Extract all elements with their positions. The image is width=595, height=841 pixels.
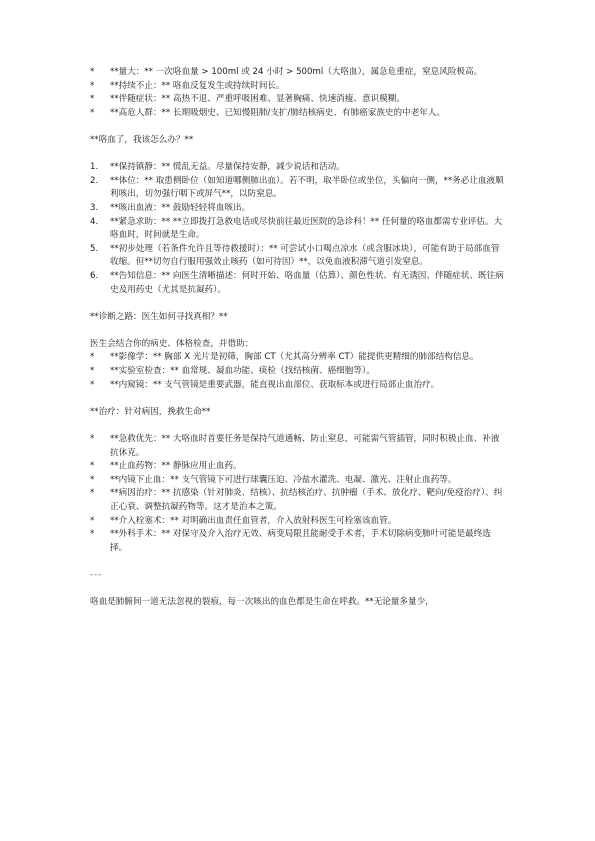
bullet-marker: * <box>90 474 95 485</box>
list-item-text: **伴随症状：** 高热不退、严重呼吸困难、显著胸痛、快速消瘦、意识模糊。 <box>110 94 405 105</box>
list-item-text: **初步处理（若条件允许且等待救援时）：** 可尝试小口喝点凉水（或含服冰块），可能有助于局部血管收缩。但**切勿自行服用强效止咳药（如可待因）**，以免血液积滞气道引发窒息。 <box>110 243 500 268</box>
bullet-marker: * <box>90 461 95 472</box>
bullet-marker: * <box>90 366 95 377</box>
list-item <box>90 80 508 94</box>
bullet-marker: * <box>90 515 95 526</box>
list-item <box>90 66 508 80</box>
list-item <box>90 93 508 107</box>
section-heading-treatment: **治疗：针对病因，挽救生命** <box>90 406 211 417</box>
bullet-marker: * <box>90 352 95 363</box>
list-item <box>90 270 508 297</box>
list-item-text: **止血药物：** 静脉应用止血药。 <box>110 461 242 472</box>
list-item <box>90 460 508 474</box>
number-marker: 4. <box>90 216 99 227</box>
diagnosis-list <box>90 351 508 392</box>
bullet-marker: * <box>90 94 95 105</box>
number-marker: 6. <box>90 270 99 281</box>
bullet-marker: * <box>90 379 95 390</box>
list-item <box>90 474 508 488</box>
number-marker: 2. <box>90 175 99 186</box>
spacer <box>90 555 508 569</box>
horizontal-rule: --- <box>90 569 103 580</box>
list-item <box>90 243 508 270</box>
number-marker: 5. <box>90 243 99 254</box>
bullet-marker: * <box>90 434 95 445</box>
list-item-text: **急救优先：** 大咯血时首要任务是保持气道通畅、防止窒息，可能需气管插管，同时积极止血、补液抗休克。 <box>110 434 500 458</box>
list-item <box>90 175 508 202</box>
list-item-text: **咳出血液：** 鼓励轻轻将血咳出。 <box>110 202 251 213</box>
risk-list <box>90 66 508 120</box>
list-item-text: **保持镇静：** 慌乱无益。尽量保持安静，减少说话和活动。 <box>110 162 345 173</box>
spacer <box>90 148 508 162</box>
list-item-text: **高危人群：** 长期吸烟史、已知慢阻肺/支扩/肺结核病史、有肺癌家族史的中老年人。 <box>110 107 446 118</box>
list-item <box>90 528 508 555</box>
list-item-text: **内窥镜：** 支气管镜是重要武器，能直视出血部位、获取标本或进行局部止血治疗。 <box>110 379 440 390</box>
closing-paragraph: 咯血是肺腑间一道无法忽视的裂痕，每一次咳出的血色都是生命在呼救。**无论量多量少， <box>90 597 434 608</box>
bullet-marker: * <box>90 529 95 540</box>
bullet-marker: * <box>90 67 95 77</box>
bullet-marker: * <box>90 488 95 499</box>
spacer <box>90 583 508 597</box>
bullet-marker: * <box>90 80 95 91</box>
list-item-text: **介入栓塞术：** 对明确出血责任血管者，介入放射科医生可栓塞该血管。 <box>110 515 397 526</box>
steps-list <box>90 161 508 297</box>
section-heading-diagnosis: **诊断之路：医生如何寻找真相？** <box>90 311 228 322</box>
spacer <box>90 392 508 406</box>
list-item <box>90 379 508 393</box>
spacer <box>90 297 508 311</box>
list-item-text: **告知信息：** 向医生清晰描述：何时开始、咯血量（估算）、颜色性状、有无诱因、伴随症状、既往病史及用药史（尤其是抗凝药）。 <box>110 270 504 295</box>
list-item <box>90 216 508 243</box>
spacer <box>90 120 508 134</box>
list-item-text: **紧急求助：** **立即拨打急救电话或尽快前往最近医院的急诊科！** 任何量的咯血都需专业评估。大咯血时，时间就是生命。 <box>110 216 503 241</box>
list-item <box>90 351 508 365</box>
list-item <box>90 365 508 379</box>
list-item-text: **病因治疗：** 抗感染（针对肺炎、结核）、抗结核治疗、抗肿瘤（手术、放化疗、靶向/免疫治疗）、纠正心衰、调整抗凝药物等。这才是治本之策。 <box>110 488 503 512</box>
list-item-text: **实验室检查：** 血常规、凝血功能、痰检（找结核菌、癌细胞等）。 <box>110 366 375 377</box>
list-item-text: **量大：** 一次咯血量 > 100ml 或 24 小时 > 500ml（大咯血），属急危重症，窒息风险极高。 <box>110 67 483 77</box>
list-item <box>90 202 508 216</box>
spacer <box>90 324 508 338</box>
list-item-text: **影像学：** 胸部 X 光片是初筛，胸部 CT（尤其高分辨率 CT）能提供更精细的肺部结构信息。 <box>110 352 479 363</box>
number-marker: 3. <box>90 202 99 213</box>
list-item-text: **外科手术：** 对保守及介入治疗无效、病变局限且能耐受手术者，手术切除病变肺叶可能是最终选择。 <box>110 529 491 553</box>
bullet-marker: * <box>90 107 95 118</box>
list-item <box>90 433 508 460</box>
list-item <box>90 487 508 514</box>
list-item <box>90 515 508 529</box>
list-item-text: **持续不止：** 咯血反复发生或持续时间长。 <box>110 80 285 91</box>
section-heading-what-to-do: **咯血了，我该怎么办？** <box>90 134 194 145</box>
number-marker: 1. <box>90 162 99 173</box>
diagnosis-intro: 医生会结合你的病史、体格检查，并借助： <box>90 338 254 349</box>
list-item-text: **内镜下止血：** 支气管镜下可进行球囊压迫、冷盐水灌洗、电凝、激光、注射止血药等。 <box>110 474 457 485</box>
list-item-text: **体位：** 取患侧卧位（如知道哪侧肺出血）。若不明，取半卧位或坐位，头偏向一侧，**务必让血液顺利咳出，切勿强行咽下或屏气**，以防窒息。 <box>110 175 504 200</box>
list-item <box>90 161 508 175</box>
treatment-list <box>90 433 508 555</box>
spacer <box>90 419 508 433</box>
list-item <box>90 107 508 121</box>
document-page <box>90 66 508 610</box>
